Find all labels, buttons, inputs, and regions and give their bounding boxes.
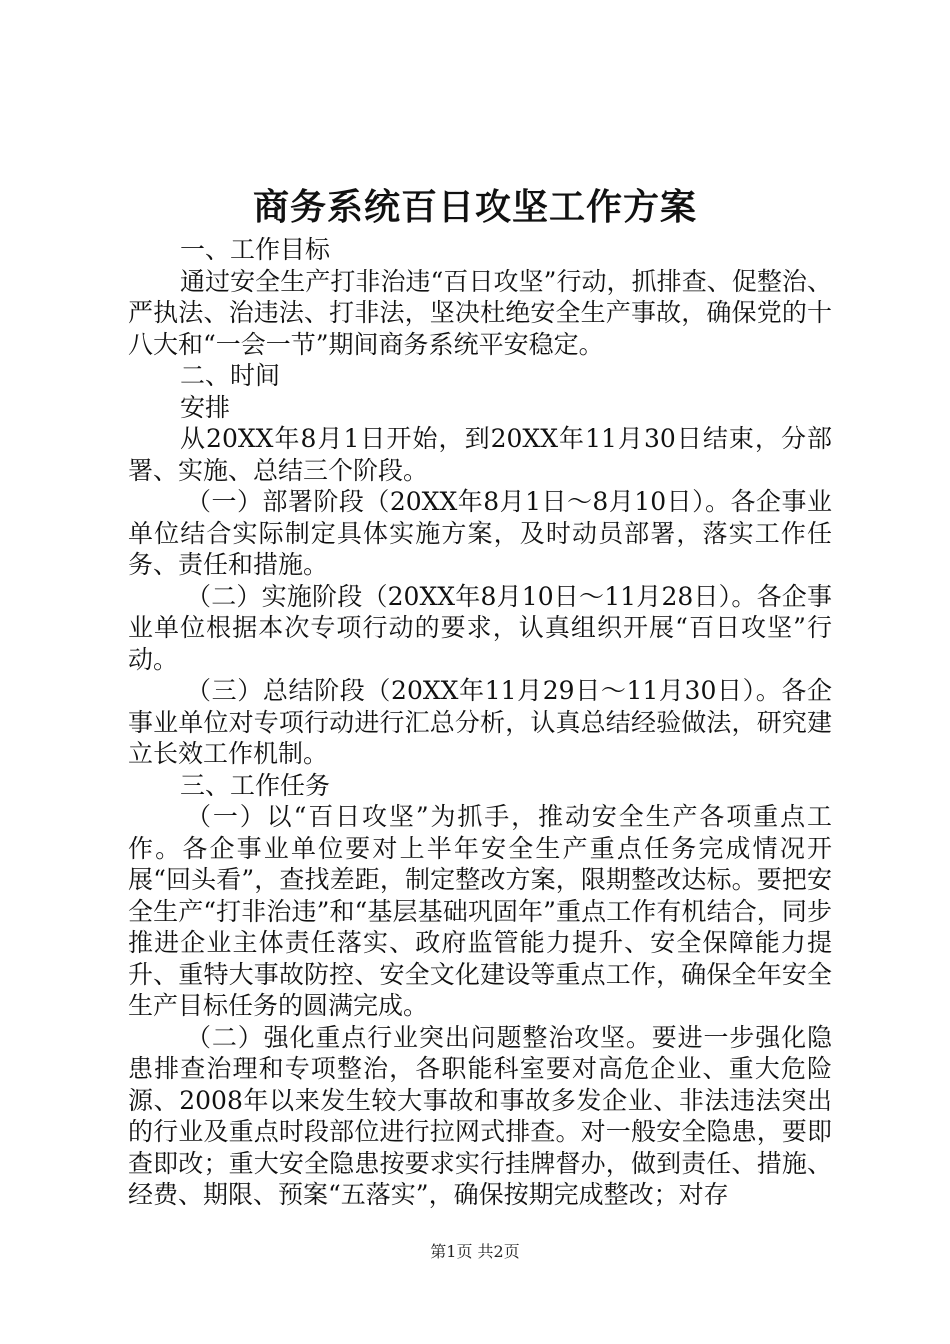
paragraph-task-1: （一）以“百日攻坚”为抓手，推动安全生产各项重点工作。各企事业单位要对上半年安全生产重点任务完成情况开展“回头看”，查找差距，制定整改方案，限期整改达标。要把安全生产“打非治违”和“基层基础巩固年”重点工作有机结合，同步推进企业主体责任落实、政府监管能力提升、安全保障能力提升、重特大事故防控、安全文化建设等重点工作，确保全年安全生产目标任务的圆满完成。 (128, 802, 832, 1020)
paragraph-section-3-heading: 三、工作任务 (180, 770, 331, 800)
paragraph-arrangement-heading: 安排 (180, 392, 231, 422)
paragraph-schedule: 从20XX年8月1日开始，到20XX年11月30日结束，分部署、实施、总结三个阶段。 (128, 424, 832, 485)
paragraph-phase-implement: （二）实施阶段（20XX年8月10日～11月28日）。各企事业单位根据本次专项行动的要求，认真组织开展“百日攻坚”行动。 (128, 581, 832, 674)
paragraph-section-1-heading: 一、工作目标 (180, 235, 331, 264)
page-number-footer: 第1页 共2页 (430, 1242, 520, 1261)
paragraph-section-2-heading: 二、时间 (180, 361, 281, 390)
paragraph-task-2: （二）强化重点行业突出问题整治攻坚。要进一步强化隐患排查治理和专项整治，各职能科室要对高危企业、重大危险源、2008年以来发生较大事故和事故多发企业、非法违法突出的行业及重点时段部位进行拉网式排查。对一般安全隐患，要即查即改；重大安全隐患按要求实行挂牌督办，做到责任、措施、经费、期限、预案“五落实”，确保按期完成整改；对存 (128, 1022, 832, 1209)
document-body (128, 234, 832, 1211)
paragraph-phase-deploy: （一）部署阶段（20XX年8月1日～8月10日）。各企事业单位结合实际制定具体实施方案，及时动员部署，落实工作任务、责任和措施。 (128, 487, 832, 579)
paragraph-phase-summary: （三）总结阶段（20XX年11月29日～11月30日）。各企事业单位对专项行动进行汇总分析，认真总结经验做法，研究建立长效工作机制。 (128, 676, 832, 768)
document-title: 商务系统百日攻坚工作方案 (252, 187, 697, 228)
paragraph-goal: 通过安全生产打非治违“百日攻坚”行动，抓排查、促整治、严执法、治违法、打非法，坚决杜绝安全生产事故，确保党的十八大和“一会一节”期间商务系统平安稳定。 (128, 266, 832, 359)
